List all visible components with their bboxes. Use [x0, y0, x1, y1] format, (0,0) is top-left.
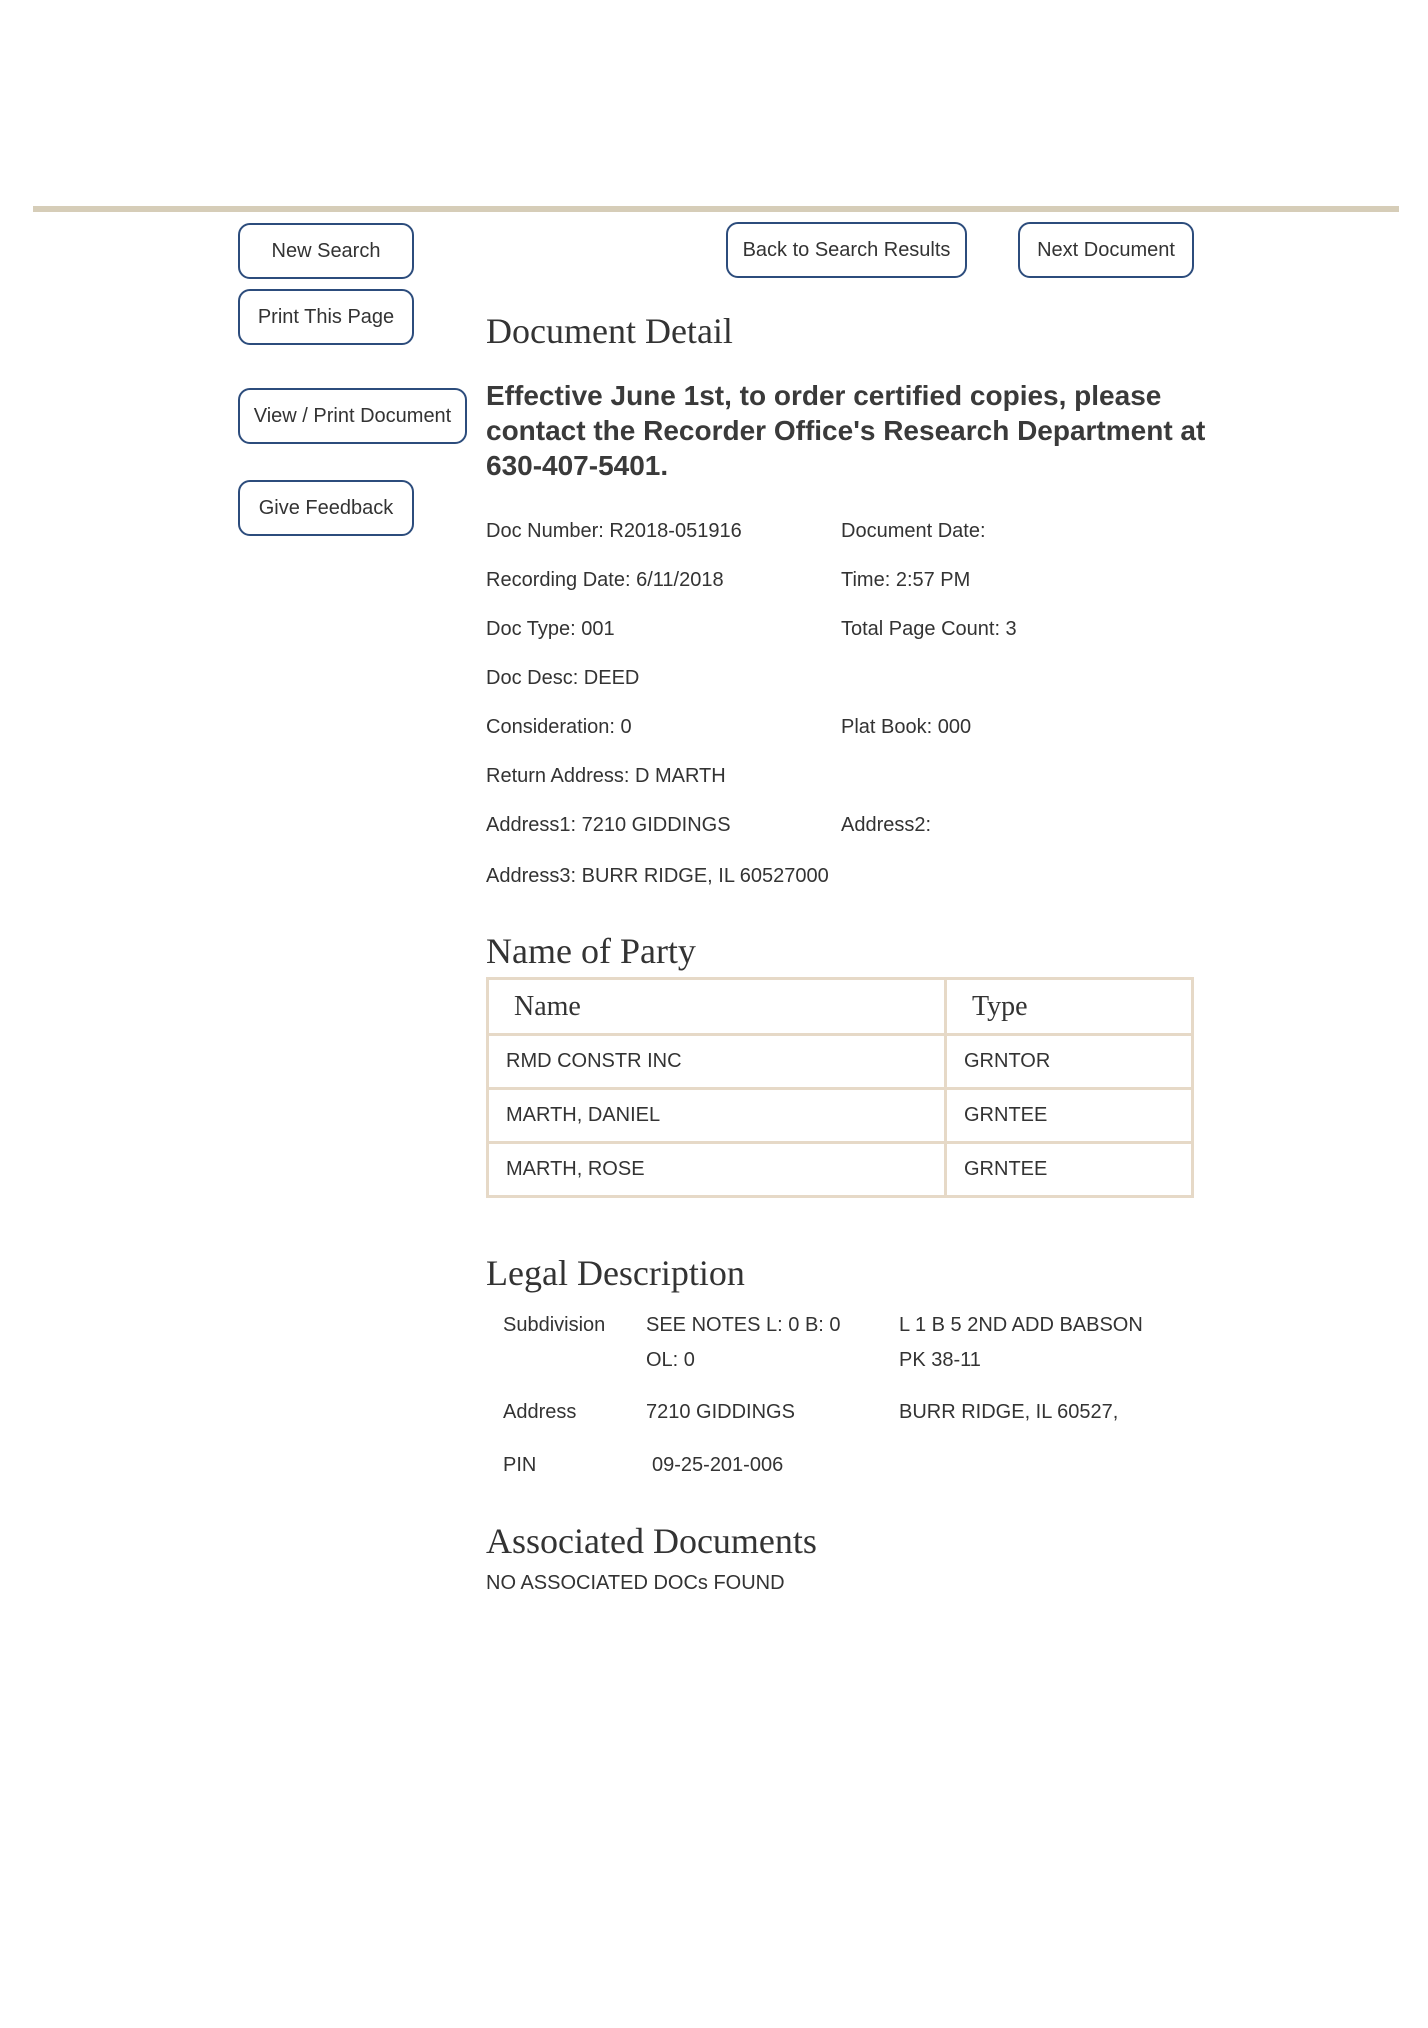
table-row	[488, 1035, 1193, 1089]
legal-heading: Legal Description	[486, 1253, 745, 1293]
total-page-count: Total Page Count: 3	[841, 618, 1017, 640]
subdivision-description: L 1 B 5 2ND ADD BABSON	[899, 1314, 1143, 1336]
pin-value: 09-25-201-006	[652, 1454, 784, 1476]
legal-address-city: BURR RIDGE, IL 60527,	[899, 1401, 1119, 1423]
new-search-button[interactable]: New Search	[238, 223, 414, 279]
doc-number: Doc Number: R2018-051916	[486, 520, 742, 542]
party-table	[486, 977, 1194, 1198]
address2: Address2:	[841, 814, 932, 836]
page-title: Document Detail	[486, 311, 733, 351]
table-row	[488, 1089, 1193, 1143]
recording-time: Time: 2:57 PM	[841, 569, 971, 591]
party-heading: Name of Party	[486, 931, 696, 971]
subdivision-label: Subdivision	[503, 1314, 606, 1336]
document-date: Document Date:	[841, 520, 986, 542]
party-type: GRNTEE	[946, 1143, 1193, 1197]
column-header-type: Type	[946, 979, 1193, 1035]
back-to-results-button[interactable]: Back to Search Results	[726, 222, 967, 278]
legal-address-label: Address	[503, 1401, 577, 1423]
subdivision-notes: SEE NOTES L: 0 B: 0	[646, 1314, 841, 1336]
pin-label: PIN	[503, 1454, 537, 1476]
return-address: Return Address: D MARTH	[486, 765, 726, 787]
consideration: Consideration: 0	[486, 716, 632, 738]
next-document-button[interactable]: Next Document	[1018, 222, 1194, 278]
subdivision-description-line2: PK 38-11	[899, 1349, 981, 1371]
give-feedback-button[interactable]: Give Feedback	[238, 480, 414, 536]
associated-docs-text: NO ASSOCIATED DOCs FOUND	[486, 1572, 785, 1594]
print-page-button[interactable]: Print This Page	[238, 289, 414, 345]
certified-copies-notice: Effective June 1st, to order certified copies, please contact the Recorder Office's Research Department at 630-407-5401.	[486, 380, 1206, 481]
subdivision-notes-ol: OL: 0	[646, 1349, 695, 1371]
address1: Address1: 7210 GIDDINGS	[486, 814, 731, 836]
party-name: MARTH, DANIEL	[488, 1089, 946, 1143]
table-header-row	[488, 979, 1193, 1035]
header-divider	[33, 206, 1399, 212]
address3: Address3: BURR RIDGE, IL 60527000	[486, 865, 829, 887]
party-type: GRNTEE	[946, 1089, 1193, 1143]
plat-book: Plat Book: 000	[841, 716, 972, 738]
column-header-name: Name	[488, 979, 946, 1035]
recording-date: Recording Date: 6/11/2018	[486, 569, 724, 591]
table-row	[488, 1143, 1193, 1197]
doc-desc: Doc Desc: DEED	[486, 667, 640, 689]
doc-type: Doc Type: 001	[486, 618, 615, 640]
party-type: GRNTOR	[946, 1035, 1193, 1089]
legal-address-value: 7210 GIDDINGS	[646, 1401, 795, 1423]
party-name: MARTH, ROSE	[488, 1143, 946, 1197]
view-print-document-button[interactable]: View / Print Document	[238, 388, 467, 444]
party-name: RMD CONSTR INC	[488, 1035, 946, 1089]
associated-heading: Associated Documents	[486, 1521, 817, 1561]
